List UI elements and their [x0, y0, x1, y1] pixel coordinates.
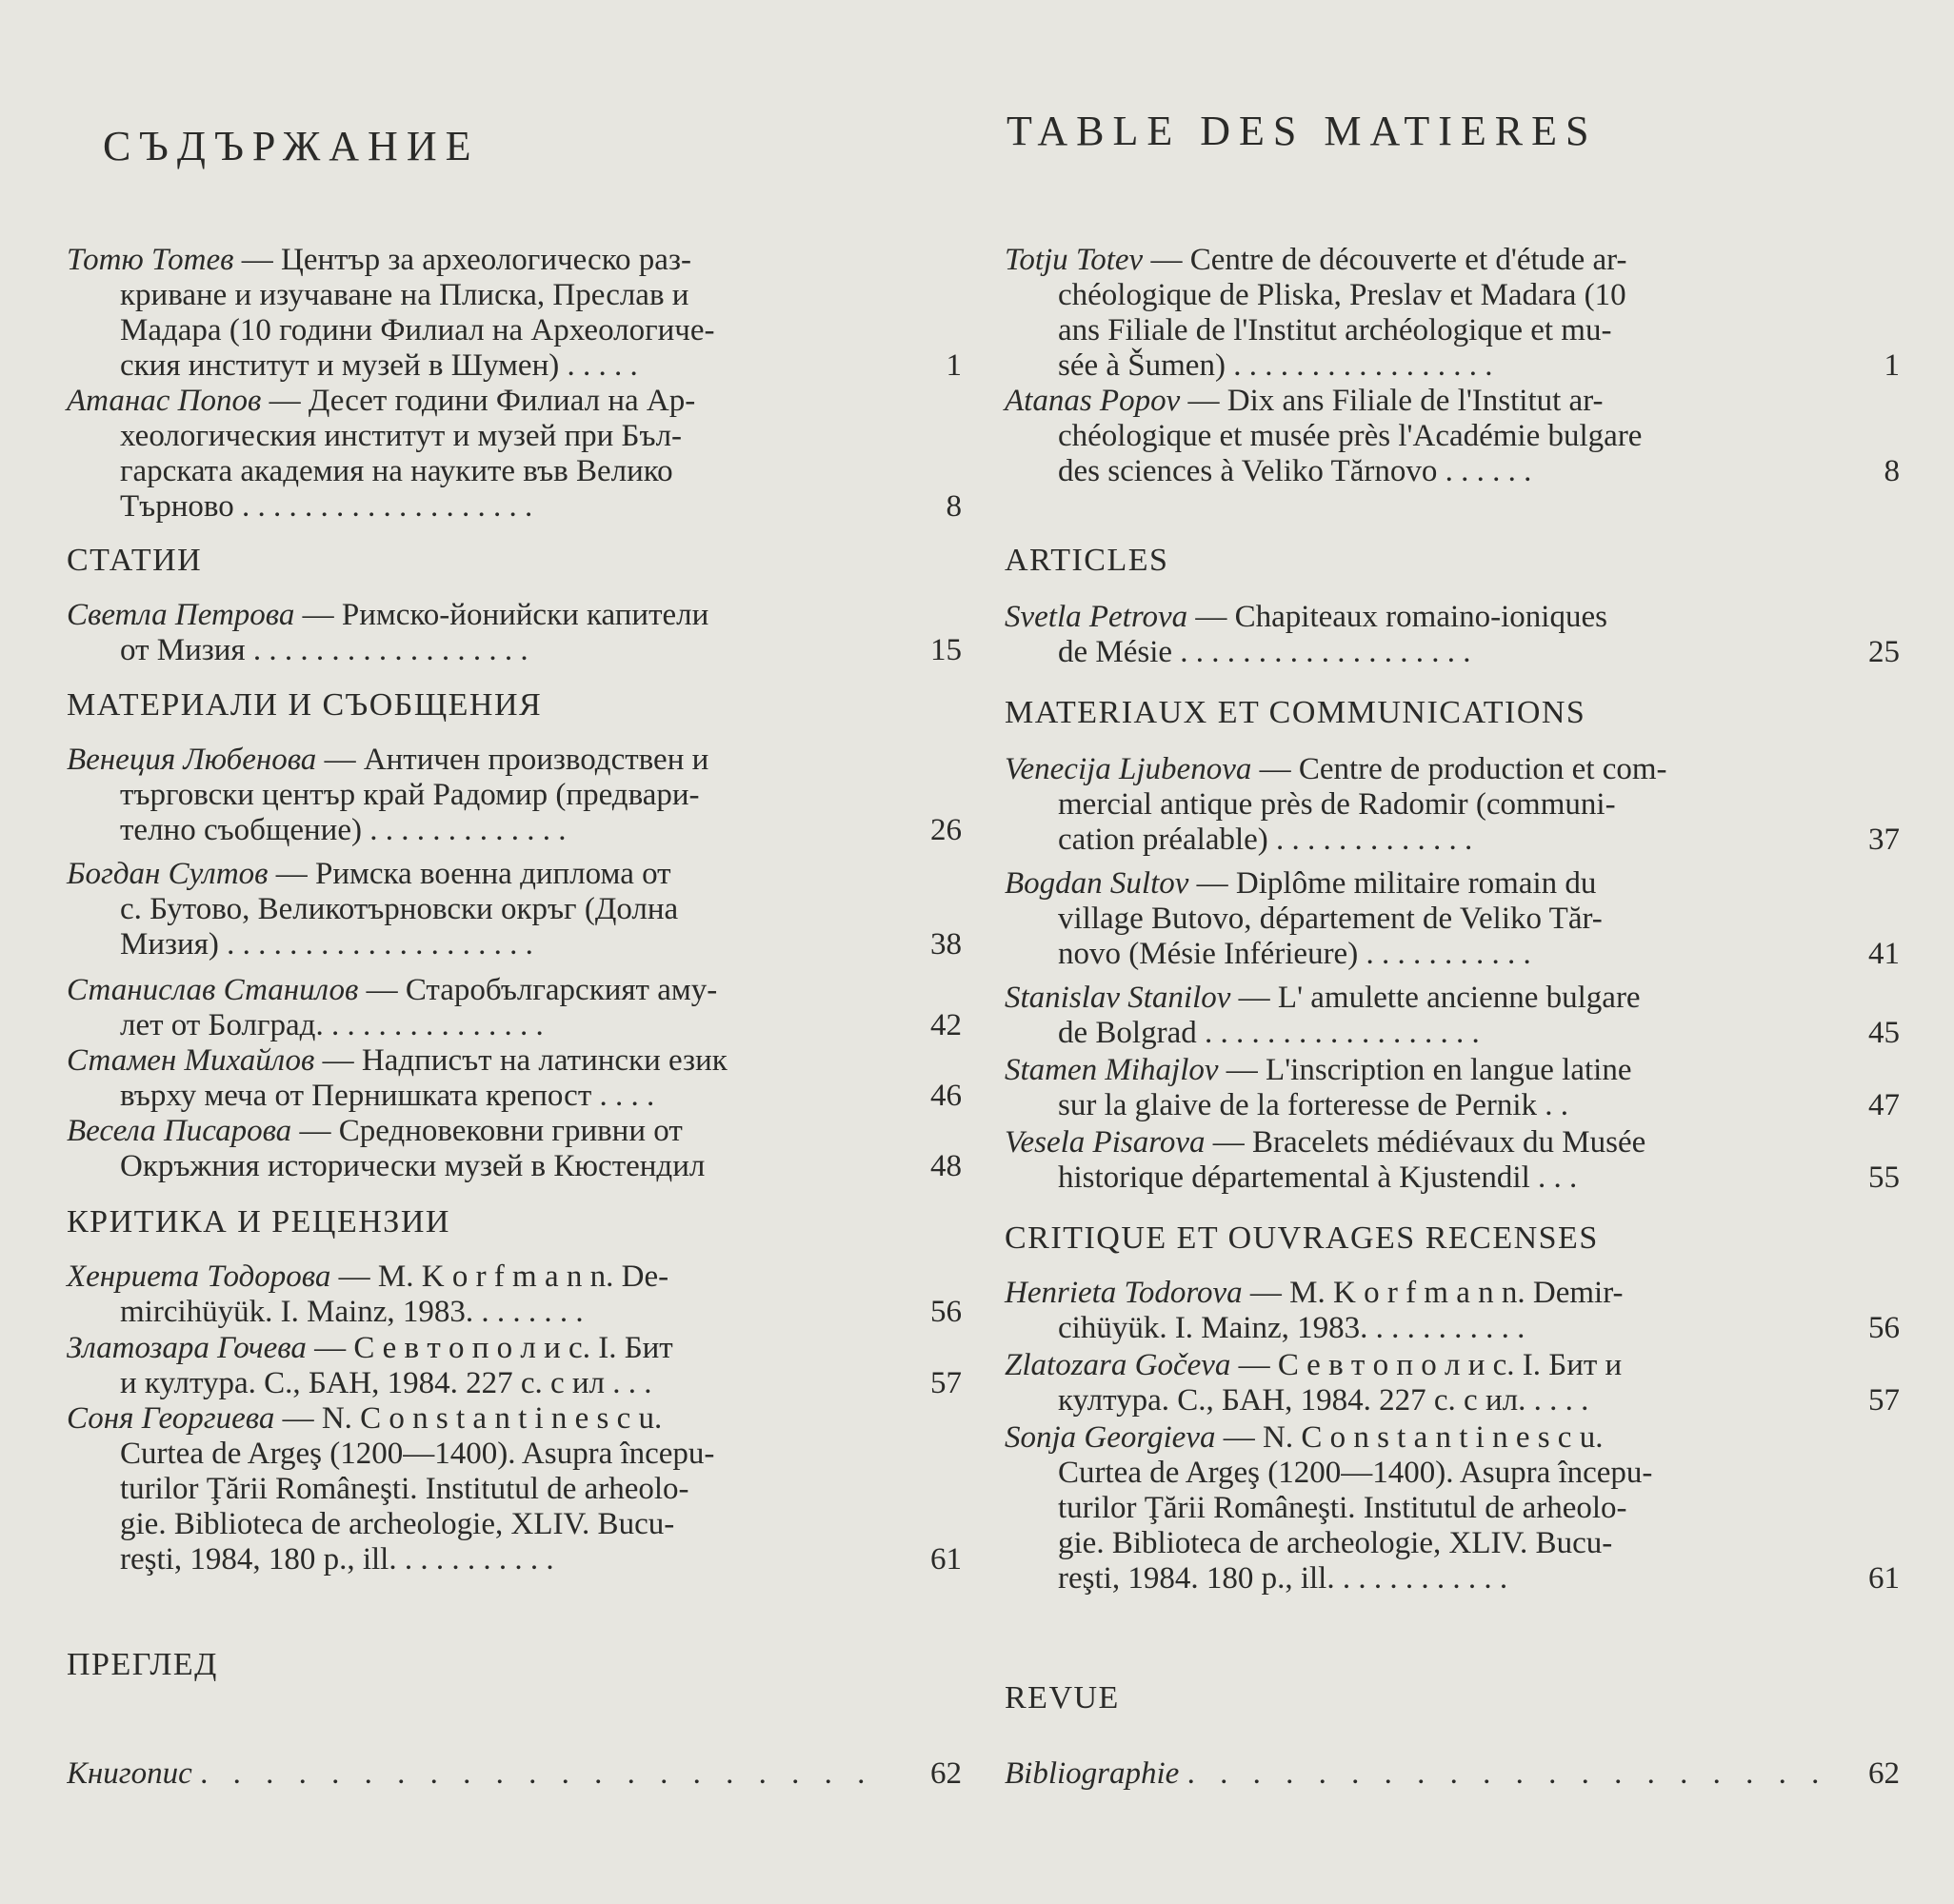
entry-text — [1005, 1756, 1833, 1792]
toc-entry — [67, 243, 962, 384]
toc-entry — [67, 384, 962, 525]
bg-material-3 — [67, 973, 962, 1043]
entry-line: cihüyük. I. Mainz, 1983. . . . . . . . . . . — [1058, 1311, 1525, 1345]
page-number: 41 — [1868, 937, 1900, 971]
entry-text — [1005, 243, 1833, 384]
author-name: Vesela Pisarova — [1005, 1125, 1206, 1160]
entry-line: gie. Biblioteca de archeologie, XLIV. Bucu- — [1058, 1526, 1613, 1560]
toc-entry — [1005, 384, 1900, 489]
author-name: Totju Totev — [1005, 243, 1144, 277]
entry-line: Vesela Pisarova — Bracelets médiévaux du Musée — [1005, 1125, 1646, 1160]
page-number: 46 — [930, 1079, 962, 1113]
toc-entry — [67, 1331, 962, 1401]
entry-text — [1005, 384, 1833, 489]
entry-text — [67, 598, 895, 668]
fr-section-critique — [1005, 1220, 1900, 1257]
entry-line: върху меча от Пернишката крепост . . . . — [120, 1079, 655, 1113]
fr-section-articles — [1005, 543, 1900, 579]
toc-entry — [67, 857, 962, 962]
entry-line: Venecija Ljubenova — Centre de production et com- — [1005, 752, 1667, 786]
page-number: 15 — [930, 633, 962, 667]
entry-text — [67, 384, 895, 525]
entry-line: village Butovo, département de Veliko Tăr- — [1058, 902, 1603, 936]
bg-intro-2 — [67, 384, 962, 525]
entry-line: Bogdan Sultov — Diplôme militaire romain du — [1005, 866, 1597, 901]
entry-text — [1005, 981, 1833, 1051]
entry-text — [67, 1259, 895, 1330]
author-name: Тотю Тотев — [67, 243, 234, 277]
fr-material-2 — [1005, 866, 1900, 972]
toc-entry — [1005, 1276, 1900, 1346]
entry-line: търговски център край Радомир (предвари- — [120, 778, 700, 812]
entry-text — [1005, 600, 1833, 670]
entry-text — [67, 1401, 895, 1577]
entry-line: криване и изучаване на Плиска, Преслав и — [120, 278, 689, 312]
bg-title: СЪДЪРЖАНИЕ — [103, 123, 480, 169]
entry-line: Станислав Станилов — Старобългарският аму- — [67, 973, 718, 1007]
bg-critique-3 — [67, 1401, 962, 1577]
leader-dots: . . . . . . . . . . . . . . . . . . . . — [1186, 1756, 1828, 1791]
entry-line: Светла Петрова — Римско-йонийски капители — [67, 598, 709, 632]
entry-line: Хенриета Тодорова — M. K o r f m a n n. De- — [67, 1259, 669, 1294]
entry-line: ans Filiale de l'Institut archéologique et mu- — [1058, 313, 1612, 347]
entry-text — [1005, 752, 1833, 858]
entry-line: reşti, 1984. 180 p., ill. . . . . . . . . . . . — [1058, 1561, 1508, 1596]
entry-line: historique départemental à Kjustendil . . . — [1058, 1160, 1578, 1195]
fr-material-5 — [1005, 1125, 1900, 1196]
entry-line: Sonja Georgieva — N. C o n s t a n t i n e s c u. — [1005, 1420, 1604, 1455]
toc-entry — [1005, 243, 1900, 384]
toc-entry — [1005, 752, 1900, 858]
toc-entry — [1005, 1125, 1900, 1196]
page-number: 1 — [1884, 348, 1900, 383]
entry-line: Мадара (10 години Филиал на Археологиче- — [120, 313, 715, 347]
toc-entry — [67, 1401, 962, 1577]
leader-dots: . . . . . . . . . . . . . . . . . . . . . — [200, 1756, 874, 1791]
entry-line: cation préalable) . . . . . . . . . . . . . — [1058, 823, 1473, 857]
page-number: 45 — [1868, 1016, 1900, 1050]
bg-section-critique — [67, 1204, 962, 1240]
page-number: 48 — [930, 1149, 962, 1183]
entry-text — [1005, 1276, 1833, 1346]
toc-entry — [1005, 1420, 1900, 1597]
fr-section-materials — [1005, 695, 1900, 731]
section-heading: МАТЕРИАЛИ И СЪОБЩЕНИЯ — [67, 687, 543, 723]
page-number: 56 — [1868, 1311, 1900, 1345]
fr-review-entry — [1005, 1756, 1900, 1792]
fr-section-review — [1005, 1680, 1900, 1716]
entry-line: chéologique de Pliska, Preslav et Madara (10 — [1058, 278, 1626, 312]
toc-entry — [67, 973, 962, 1043]
author-name: Venecija Ljubenova — [1005, 752, 1252, 786]
bg-section-review — [67, 1647, 962, 1683]
entry-line: гарската академия на науките във Велико — [120, 454, 673, 488]
entry-line: Тотю Тотев — Център за археологическо раз- — [67, 243, 691, 277]
page-number: 57 — [1868, 1383, 1900, 1418]
toc-entry — [67, 1043, 962, 1114]
entry-line: Златозара Гочева — С е в т о п о л и с. I. Бит — [67, 1331, 673, 1365]
bg-material-4 — [67, 1043, 962, 1114]
toc-entry — [67, 1114, 962, 1184]
author-name: Bogdan Sultov — [1005, 866, 1189, 901]
entry-text — [67, 743, 895, 848]
page-number: 61 — [1868, 1561, 1900, 1596]
entry-line: Богдан Султов — Римска военна диплома от — [67, 857, 671, 891]
page-number: 42 — [930, 1008, 962, 1042]
bg-section-materials — [67, 687, 962, 724]
page-number: 38 — [930, 927, 962, 962]
author-name: Sonja Georgieva — [1005, 1420, 1216, 1455]
section-heading: ARTICLES — [1005, 543, 1169, 578]
entry-text — [1005, 866, 1833, 972]
entry-line: Атанас Попов — Десет години Филиал на Ар- — [67, 384, 696, 418]
entry-line: Мизия) . . . . . . . . . . . . . . . . . . . . — [120, 927, 533, 962]
bg-article-1 — [67, 598, 962, 668]
entry-line: Zlatozara Gočeva — С е в т о п о л и с. I. Бит и — [1005, 1348, 1623, 1382]
page-number: 62 — [1868, 1756, 1900, 1791]
bg-section-articles — [67, 543, 962, 579]
section-heading: MATERIAUX ET COMMUNICATIONS — [1005, 695, 1586, 730]
author-name: Весела Писарова — [67, 1114, 292, 1148]
author-name: Златозара Гочева — [67, 1331, 307, 1365]
entry-text — [67, 857, 895, 962]
entry-line: turilor Ţării Româneşti. Institutul de arheolo- — [120, 1472, 689, 1506]
entry-line: и култура. С., БАН, 1984. 227 с. с ил . . . — [120, 1366, 652, 1400]
entry-line: des sciences à Veliko Tărnovo . . . . . . — [1058, 454, 1532, 488]
entry-line: gie. Biblioteca de archeologie, XLIV. Bucu- — [120, 1507, 675, 1541]
section-heading: ПРЕГЛЕД — [67, 1647, 218, 1682]
entry-line: reşti, 1984, 180 p., ill. . . . . . . . . . . — [120, 1542, 554, 1577]
author-name: Богдан Султов — [67, 857, 269, 891]
entry-line: телно съобщение) . . . . . . . . . . . . . — [120, 813, 567, 847]
entry-line: Соня Георгиева — N. C o n s t a n t i n e s c u. — [67, 1401, 663, 1436]
bg-material-5 — [67, 1114, 962, 1184]
page-number: 25 — [1868, 635, 1900, 669]
section-heading: КРИТИКА И РЕЦЕНЗИИ — [67, 1204, 450, 1240]
toc-entry — [67, 743, 962, 848]
entry-text — [1005, 1125, 1833, 1196]
entry-line: Henrieta Todorova — M. K o r f m a n n. Demir- — [1005, 1276, 1624, 1310]
toc-entry — [1005, 866, 1900, 972]
author-name: Станислав Станилов — [67, 973, 359, 1007]
fr-material-3 — [1005, 981, 1900, 1051]
fr-material-4 — [1005, 1053, 1900, 1123]
page-number: 56 — [930, 1295, 962, 1329]
entry-text — [67, 973, 895, 1043]
author-name: Atanas Popov — [1005, 384, 1181, 418]
page-number: 62 — [930, 1756, 962, 1791]
entry-line: Totju Totev — Centre de découverte et d'étude ar- — [1005, 243, 1627, 277]
entry-line: sée à Šumen) . . . . . . . . . . . . . . . . . — [1058, 348, 1493, 383]
page-number: 8 — [1884, 454, 1900, 488]
toc-entry — [1005, 600, 1900, 670]
author-name: Светла Петрова — [67, 598, 295, 632]
review-label: Книгопис — [67, 1756, 192, 1791]
entry-text — [67, 1114, 895, 1184]
fr-intro-1 — [1005, 243, 1900, 384]
section-heading: REVUE — [1005, 1680, 1120, 1716]
toc-entry — [67, 1259, 962, 1330]
entry-text — [67, 243, 895, 384]
fr-intro-2 — [1005, 384, 1900, 489]
entry-line: Curtea de Argeş (1200—1400). Asupra începu- — [1058, 1456, 1653, 1490]
author-name: Соня Георгиева — [67, 1401, 275, 1436]
bg-review-entry — [67, 1756, 962, 1792]
author-name: Svetla Petrova — [1005, 600, 1188, 634]
bg-critique-1 — [67, 1259, 962, 1330]
entry-line: sur la glaive de la forteresse de Pernik . . — [1058, 1088, 1569, 1122]
author-name: Хенриета Тодорова — [67, 1259, 331, 1294]
entry-line: Търново . . . . . . . . . . . . . . . . . . . — [120, 489, 533, 524]
toc-entry — [1005, 1348, 1900, 1418]
entry-line: de Mésie . . . . . . . . . . . . . . . . . . . — [1058, 635, 1471, 669]
entry-line: Stamen Mihajlov — L'inscription en langue latine — [1005, 1053, 1632, 1087]
entry-line: Atanas Popov — Dix ans Filiale de l'Institut ar- — [1005, 384, 1604, 418]
bg-material-2 — [67, 857, 962, 962]
section-heading: CRITIQUE ET OUVRAGES RECENSES — [1005, 1220, 1599, 1256]
fr-article-1 — [1005, 600, 1900, 670]
entry-text — [1005, 1420, 1833, 1597]
review-label: Bibliographie — [1005, 1756, 1180, 1791]
entry-line: de Bolgrad . . . . . . . . . . . . . . . . . . — [1058, 1016, 1480, 1050]
entry-text — [1005, 1053, 1833, 1123]
page-number: 57 — [930, 1366, 962, 1400]
page-number: 47 — [1868, 1088, 1900, 1122]
entry-line: ския институт и музей в Шумен) . . . . . — [120, 348, 638, 383]
page-number: 8 — [946, 489, 962, 524]
entry-line: лет от Болград. . . . . . . . . . . . . . . — [120, 1008, 544, 1042]
bg-material-1 — [67, 743, 962, 848]
entry-line: от Мизия . . . . . . . . . . . . . . . . . . — [120, 633, 528, 667]
page-number: 37 — [1868, 823, 1900, 857]
toc-entry — [1005, 981, 1900, 1051]
author-name: Венеция Любенова — [67, 743, 317, 777]
entry-line: chéologique et musée près l'Académie bulgare — [1058, 419, 1643, 453]
entry-line: Стамен Михайлов — Надписът на латински език — [67, 1043, 728, 1078]
author-name: Stanislav Stanilov — [1005, 981, 1231, 1015]
author-name: Henrieta Todorova — [1005, 1276, 1243, 1310]
entry-text — [67, 1331, 895, 1401]
fr-title: TABLE DES MATIERES — [1007, 108, 1598, 154]
entry-line: Окръжния исторически музей в Кюстендил — [120, 1149, 706, 1183]
page-number: 1 — [946, 348, 962, 383]
fr-material-1 — [1005, 752, 1900, 858]
page-number: 55 — [1868, 1160, 1900, 1195]
author-name: Стамен Михайлов — [67, 1043, 315, 1078]
entry-line: хеологическия институт и музей при Бъл- — [120, 419, 683, 453]
entry-line: mircihüyük. I. Mainz, 1983. . . . . . . . — [120, 1295, 584, 1329]
entry-text — [67, 1043, 895, 1114]
author-name: Zlatozara Gočeva — [1005, 1348, 1231, 1382]
author-name: Атанас Попов — [67, 384, 262, 418]
entry-line: mercial antique près de Radomir (communi- — [1058, 787, 1616, 822]
entry-line: Весела Писарова — Средновековни гривни от — [67, 1114, 683, 1148]
entry-line: Венеция Любенова — Античен производствен и — [67, 743, 709, 777]
bg-critique-2 — [67, 1331, 962, 1401]
entry-line: turilor Ţării Româneşti. Institutul de arheolo- — [1058, 1491, 1627, 1525]
entry-line: Svetla Petrova — Chapiteaux romaino-ioniques — [1005, 600, 1607, 634]
toc-entry — [1005, 1053, 1900, 1123]
entry-text — [67, 1756, 895, 1792]
fr-critique-2 — [1005, 1348, 1900, 1418]
entry-line: с. Бутово, Великотърновски окръг (Долна — [120, 892, 679, 926]
page-number: 61 — [930, 1542, 962, 1577]
fr-critique-1 — [1005, 1276, 1900, 1346]
toc-entry — [67, 598, 962, 668]
entry-line: novo (Mésie Inférieure) . . . . . . . . . . . — [1058, 937, 1531, 971]
entry-line: Curtea de Argeş (1200—1400). Asupra începu- — [120, 1437, 715, 1471]
entry-line: Stanislav Stanilov — L' amulette ancienne bulgare — [1005, 981, 1641, 1015]
author-name: Stamen Mihajlov — [1005, 1053, 1219, 1087]
section-heading: СТАТИИ — [67, 543, 203, 578]
fr-critique-3 — [1005, 1420, 1900, 1597]
entry-line: култура. С., БАН, 1984. 227 с. с ил. . . . . — [1058, 1383, 1589, 1418]
page-number: 26 — [930, 813, 962, 847]
entry-text — [1005, 1348, 1833, 1418]
bg-intro-1 — [67, 243, 962, 384]
